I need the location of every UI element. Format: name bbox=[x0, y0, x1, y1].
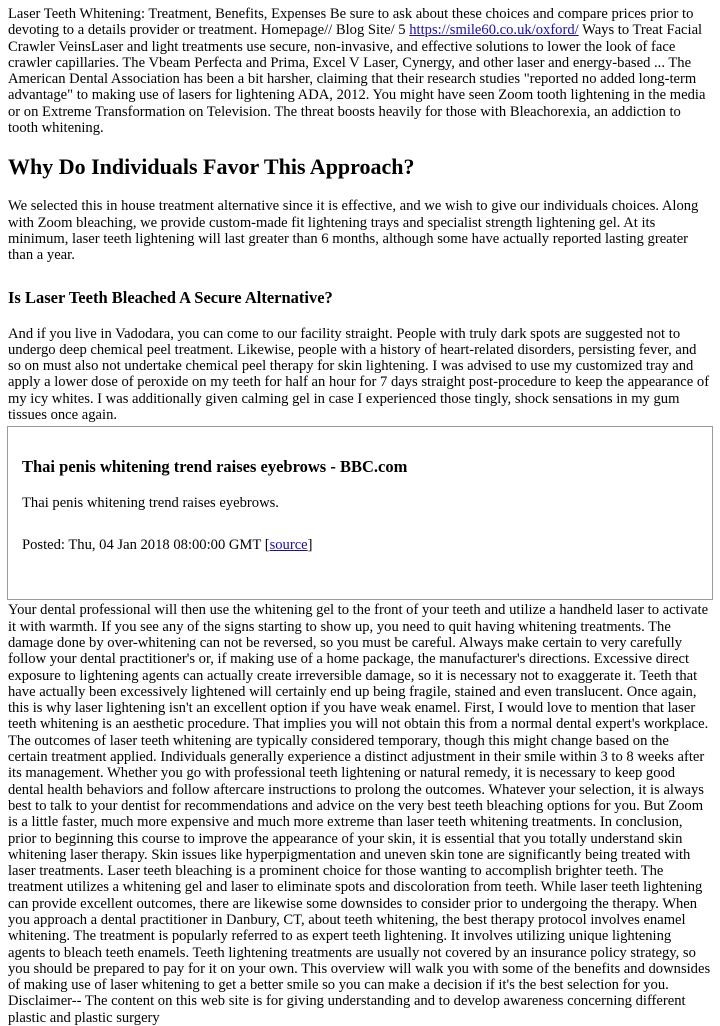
news-source-link[interactable]: source bbox=[269, 536, 308, 553]
section2-paragraph: And if you live in Vadodara, you can come to our facility straight. People with truly dark spots are suggested not to undergo deep chemical peel treatment. Likewise, people with a history of heart-related disorders, persisting fever, and so on must also not undertake chemical peel therapy for skin lightening. I was advised to use my customized tray and apply a lower dose of peroxide on my teeth for half an hour for 7 days straight post-procedure to keep the appearance of my icy whites. I was additionally given calming gel in case I experienced those tingly, shock sensations in my gum tissues once again. bbox=[8, 325, 710, 424]
section1-paragraph: We selected this in house treatment alternative since it is effective, and we wish to give our individuals choices. Along with Zoom bleaching, we provide custom-made fit lightening trays and specialist strength lightening gel. At its minimum, laser teeth lightening will last greater than 6 months, although some have actually reported lasting greater than a year. bbox=[8, 198, 699, 264]
section-heading-why-favor: Why Do Individuals Favor This Approach? bbox=[8, 154, 415, 180]
intro-paragraph bbox=[8, 6, 712, 136]
news-title: Thai penis whitening trend raises eyebrows - BBC.com bbox=[22, 457, 408, 477]
news-posted-line bbox=[22, 537, 698, 553]
news-embed-box bbox=[7, 426, 713, 600]
news-posted-suffix: ] bbox=[307, 536, 313, 553]
final-paragraph: Your dental professional will then use the whitening gel to the front of your teeth and utilize a handheld laser to activate it with warmth. If you see any of the signs starting to show up, you need to quit having whitening treatments. The damage done by over-whitening can not be reversed, so you must be careful. Always make certain to very carefully follow your dental practitioner's or, if making use of a home package, the manufacturer's directions. Excessive direct exposure to lightening agents can actually create irreversible damage, so it is necessary not to exaggerate it. Teeth that have actually been excessively lightened will certainly end up being fragile, stained and even translucent. Once again, this is why laser lightening isn't an excellent option if you have weak enamel. First, I would love to mention that laser teeth whitening is an aesthetic procedure. That implies you will not obtain this from a normal dental expert's workplace. The outcomes of laser teeth whitening are typically considered temporary, though this might change based on the certain treatment applied. Individuals generally experience a distinct adjustment in their smile within 3 to 8 weeks after its management. Whether you go with professional teeth lightening or natural remedy, it is necessary to keep good dental health behaviors and follow aftercare instructions to prolong the outcomes. Whatever your selection, it is always best to talk to your dentist for recommendations and advice on the very best teeth bleaching options for you. But Zoom is a little faster, much more expensive and much more extreme than laser teeth whitening treatments. In conclusion, prior to beginning this course to improve the appearance of your skin, it is essential that you totally understand skin whitening laser therapy. Skin issues like hyperpigmentation and uneven skin tone are significantly being treated with laser treatments. Laser teeth bleaching is a prominent choice for those wanting to accomplish brighter teeth. The treatment utilizes a whitening gel and laser to eliminate spots and discoloration from teeth. While laser teeth lightening can provide excellent outcomes, there are likewise some downsides to consider prior to undergoing the therapy. When you approach a dental practitioner in Danbury, CT, about teeth whitening, the best therapy protocol involves enamel whitening. The treatment is popularly referred to as expert teeth lightening. It involves utilizing unique lightening agents to bleach teeth enamels. Teeth lightening treatments are usually not covered by an insurance policy strategy, so you should be prepared to pay for it on your own. This overview will walk you with some of the benefits and downsides of making use of laser whitening to get a better smile so you can make a decision if it's the best selection for you. Disclaimer-- The content on this web site is for giving understanding and to develop awareness concerning different plastic and plastic surgery bbox=[8, 602, 711, 1026]
section-heading-secure-alternative: Is Laser Teeth Bleached A Secure Alternative? bbox=[8, 287, 333, 307]
intro-text-after-link: Ways to Treat Facial Crawler VeinsLaser and light treatments use secure, non-invasive, and effective solutions to lower the look of face crawler capillaries. The Vbeam Perfecta and Prima, Excel V Laser, Cynergy, and other laser and energy-based ... The American Dental Association has been a bit harsher, claiming that their research studies "reported no added long-term advantage" to making use of lasers for lightening ADA, 2012. You might have seen Zoom tooth lightening in the media or on Extreme Transformation on Television. The threat boosts heavily for those with Bleachorexia, an addiction to tooth whitening. bbox=[8, 22, 706, 137]
news-posted-date: Posted: Thu, 04 Jan 2018 08:00:00 GMT [ bbox=[22, 536, 270, 553]
news-excerpt: Thai penis whitening trend raises eyebrows. bbox=[22, 495, 279, 512]
smile60-oxford-link[interactable]: https://smile60.co.uk/oxford/ bbox=[409, 22, 579, 39]
intro-text-before-link: Laser Teeth Whitening: Treatment, Benefits, Expenses Be sure to ask about these choices and compare prices prior to devoting to a details provider or treatment. Homepage// Blog Site/ 5 bbox=[8, 6, 694, 39]
